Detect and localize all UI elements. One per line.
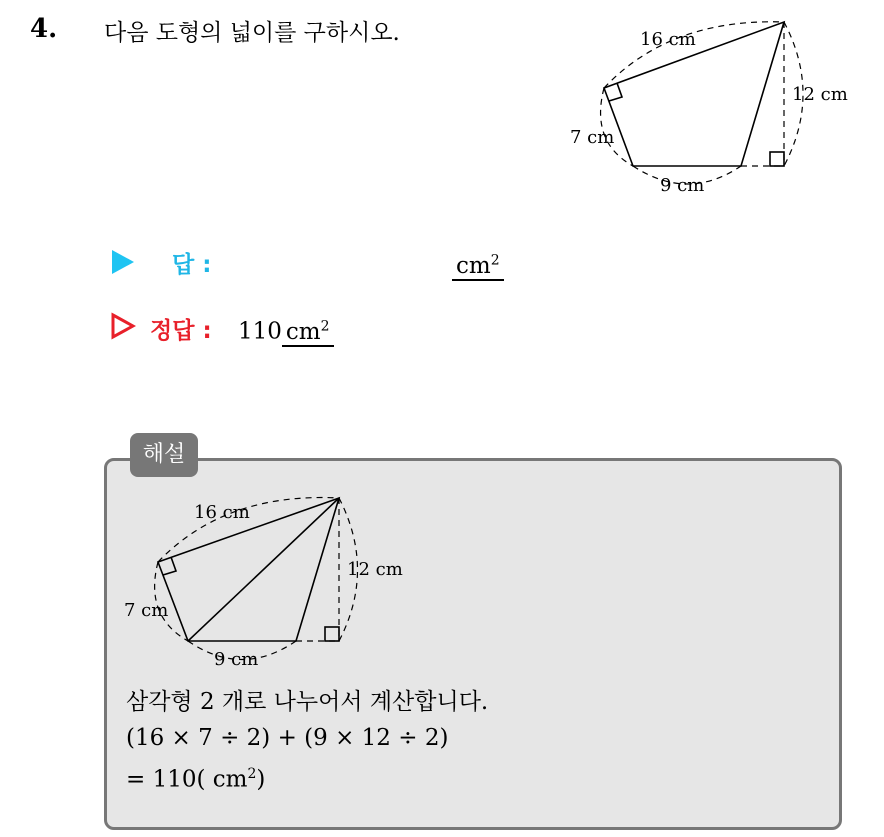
question-figure: [560, 10, 860, 200]
label-right: 12 cm: [347, 559, 403, 580]
right-angle-mark: [325, 627, 339, 641]
explanation-line-2: (16 × 7 ÷ 2) + (9 × 12 ÷ 2): [126, 725, 449, 751]
correct-value: 110 $cm^2$: [238, 312, 334, 346]
right-angle-mark: [770, 152, 784, 166]
correct-label: 정답 :: [150, 318, 212, 344]
answer-arrow-icon: [112, 250, 134, 274]
label-left: 7 cm: [570, 127, 615, 148]
label-right: 12 cm: [792, 84, 848, 105]
correct-arrow-icon: [110, 312, 136, 340]
label-top: 16 cm: [194, 502, 250, 523]
label-left: 7 cm: [124, 600, 169, 621]
explanation-line-1: 삼각형 2 개로 나누어서 계산합니다.: [126, 689, 489, 715]
label-bottom: 9 cm: [660, 175, 705, 196]
explanation-tag: 해설: [130, 433, 198, 477]
label-top: 16 cm: [640, 29, 696, 50]
explanation-text: [126, 684, 488, 798]
answer-label: 답 :: [172, 252, 212, 278]
question-text: 다음 도형의 넓이를 구하시오.: [104, 20, 400, 46]
question-number: 4.: [30, 14, 58, 44]
answer-unit: $cm^2$: [452, 246, 504, 280]
label-bottom: 9 cm: [214, 649, 259, 670]
explanation-line-3: = 110( $cm^2$): [126, 766, 266, 793]
explanation-figure: [110, 480, 440, 680]
